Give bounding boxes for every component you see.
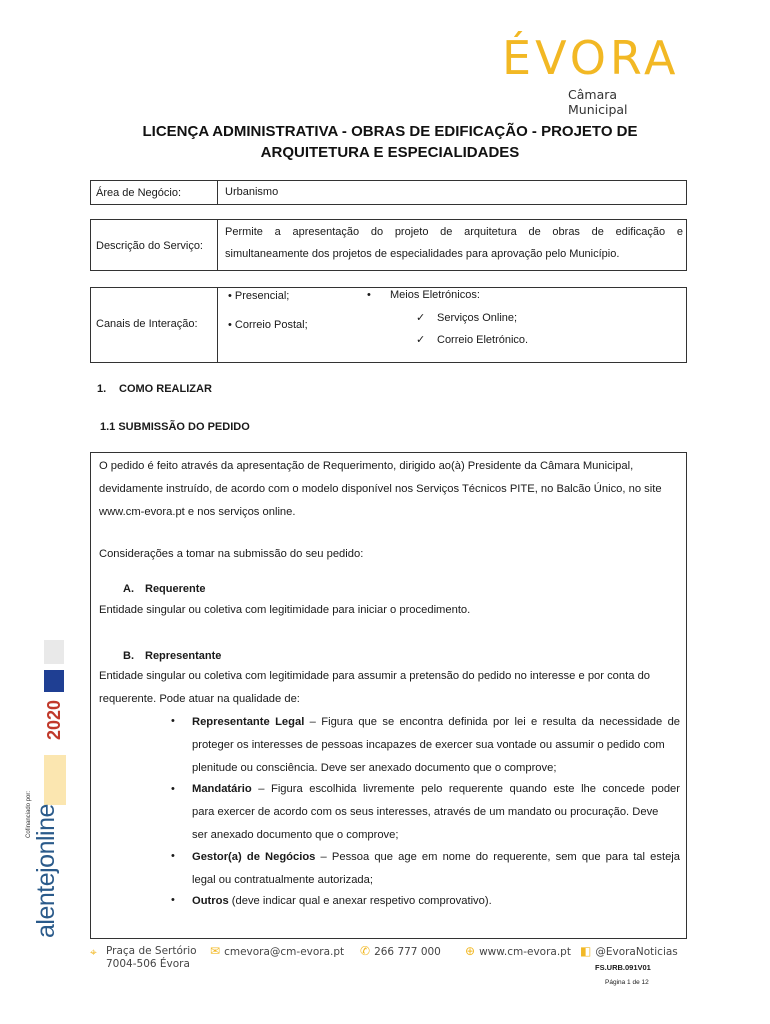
page-number: Página 1 de 12 — [605, 979, 649, 986]
logo-wordmark: ÉVORA — [502, 31, 680, 85]
area-label: Área de Negócio: — [96, 187, 181, 199]
list-item: Outros (deve indicar qual e anexar respetivo comprovativo). — [192, 895, 492, 907]
footer-website[interactable]: ⊕ www.cm-evora.pt — [465, 944, 571, 958]
area-table — [90, 180, 687, 205]
bullet-dot: • — [367, 289, 371, 301]
footer-phone[interactable]: ✆ 266 777 000 — [360, 944, 441, 958]
eu-flag-icon — [44, 670, 64, 692]
item-b-line-2: requerente. Pode atuar na qualidade de: — [99, 693, 300, 705]
document-code: FS.URB.091V01 — [595, 963, 651, 972]
bullet-dot: • — [228, 290, 235, 302]
paragraph-line: www.cm-evora.pt e nos serviços online. — [99, 506, 296, 518]
bullet-dot: • — [171, 850, 175, 862]
cofinanced-label: Cofinanciado por: — [26, 790, 32, 838]
item-a-title: Requerente — [145, 583, 206, 595]
location-pin-icon: ⌖ — [90, 945, 97, 959]
canal-meios: Meios Eletrónicos: — [390, 289, 480, 301]
title-line-2: ARQUITETURA E ESPECIALIDADES — [260, 144, 520, 161]
item-a-text: Entidade singular ou coletiva com legitimidade para iniciar o procedimento. — [99, 604, 471, 616]
bullet-dot: • — [171, 715, 175, 727]
list-item: Gestor(a) de Negócios – Pessoa que age em nome do requerente, sem que para tal esteja legal ou contratualmente autorizada; — [192, 851, 680, 886]
canal-correio-postal: Correio Postal; — [234, 319, 308, 331]
canais-table — [90, 287, 687, 363]
canal-servicos-online: Serviços Online; — [437, 312, 518, 324]
list-item: Mandatário – Figura escolhida livremente pelo requerente quando este lhe concede poder para exercer de acordo com os seus interesses, através de um mandato ou procuração. Deve ser anexado documento que o comprove; — [192, 783, 680, 841]
descricao-label: Descrição do Serviço: — [96, 240, 203, 252]
item-b-line-1: Entidade singular ou coletiva com legitimidade para assumir a pretensão do pedido no interesse e por conta do — [99, 670, 651, 682]
paragraph-line: devidamente instruído, de acordo com o modelo disponível nos Serviços Técnicos PITE, no Balcão Único, no site — [99, 483, 662, 495]
item-b-title: Representante — [145, 650, 222, 662]
social-icon: ◧ — [580, 944, 592, 958]
logo-subtitle: Câmara Municipal — [568, 87, 628, 117]
mail-icon: ✉ — [210, 944, 221, 958]
address-line-2: 7004-506 Évora — [106, 958, 190, 970]
canais-label: Canais de Interação: — [96, 318, 198, 330]
item-bold: Outros — [192, 895, 229, 907]
paragraph-line: O pedido é feito através da apresentação de Requerimento, dirigido ao(à) Presidente da Câmara Municipal, — [99, 460, 634, 472]
item-a-letter: A. — [123, 583, 134, 595]
submission-box — [90, 452, 687, 939]
item-bold: Mandatário — [192, 783, 252, 795]
title-line-1: LICENÇA ADMINISTRATIVA - OBRAS DE EDIFICAÇÃO - PROJETO DE — [142, 123, 638, 140]
section-1-number: 1. — [97, 383, 107, 395]
canal-correio-eletronico: Correio Eletrónico. — [437, 334, 529, 346]
funding-logos — [22, 630, 80, 940]
portugal-logo-icon — [44, 640, 64, 664]
portugal-2020-logo: 2020 — [44, 699, 64, 740]
alentejonline-logo: alentejonline — [32, 804, 60, 938]
globe-icon: ⊕ — [465, 944, 476, 958]
section-1-1-title: 1.1 SUBMISSÃO DO PEDIDO — [100, 421, 250, 433]
considerations-text: Considerações a tomar na submissão do seu pedido: — [99, 548, 364, 560]
bullet-dot: • — [228, 319, 235, 331]
address-line-1: Praça de Sertório — [106, 945, 197, 957]
item-bold: Representante Legal — [192, 716, 305, 728]
canal-presencial: Presencial; — [234, 290, 290, 302]
check-icon: ✓ — [416, 334, 426, 346]
list-item: Representante Legal – Figura que se encontra definida por lei e resulta da necessidade de proteger os interesses de pessoas incapazes de exercer sua vontade ou assumir o pedido com plenitude ou consciência. Deve ser anexado documento que o comprove; — [192, 716, 681, 774]
section-1-title: COMO REALIZAR — [119, 383, 212, 395]
evora-logo — [500, 31, 680, 117]
footer-social[interactable]: ◧ @EvoraNoticias — [580, 944, 678, 958]
descricao-table — [90, 219, 687, 271]
footer-email[interactable]: ✉ cmevora@cm-evora.pt — [210, 944, 345, 958]
descricao-line-1: Permite a apresentação do projeto de arquitetura de obras de edificação e — [225, 226, 683, 238]
item-b-letter: B. — [123, 650, 134, 662]
area-value: Urbanismo — [225, 186, 279, 198]
bullet-dot: • — [171, 894, 175, 906]
alentejo-logo-icon — [44, 755, 66, 805]
page-title — [95, 121, 685, 163]
item-bold: Gestor(a) de Negócios — [192, 851, 316, 863]
bullet-dot: • — [171, 783, 175, 795]
check-icon: ✓ — [416, 312, 426, 324]
phone-icon: ✆ — [360, 944, 371, 958]
descricao-line-2: simultaneamente dos projetos de especialidades para aprovação pelo Município. — [225, 248, 620, 260]
